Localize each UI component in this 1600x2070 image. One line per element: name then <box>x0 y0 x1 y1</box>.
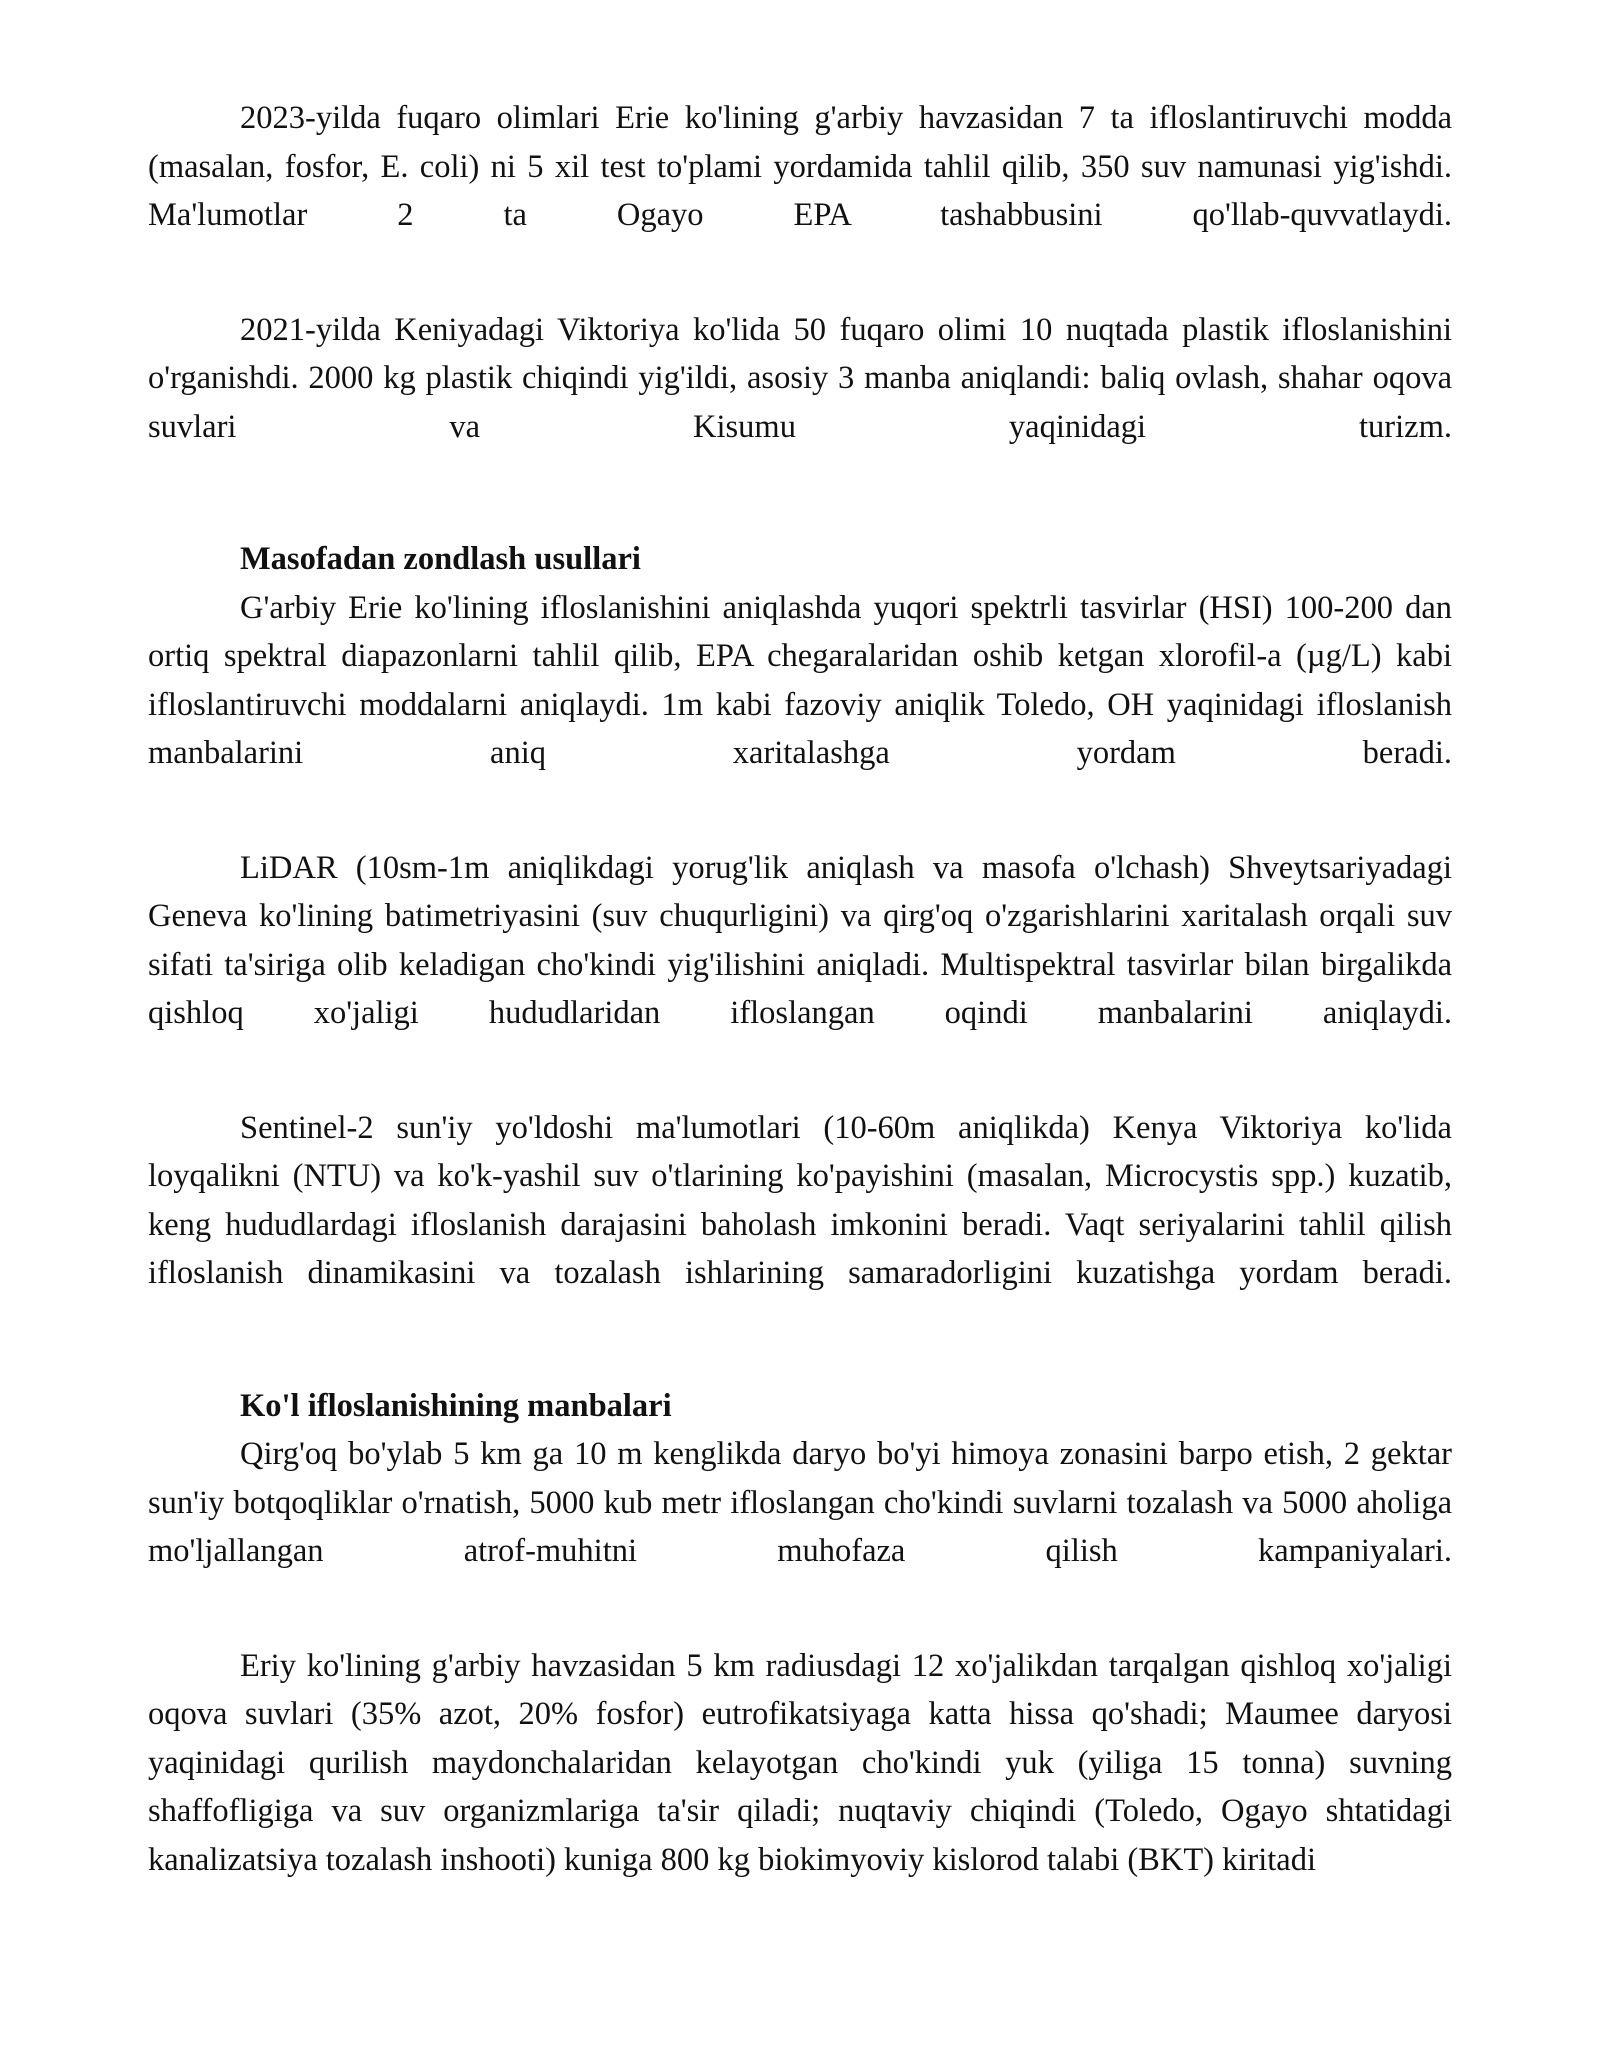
paragraph-agricultural-runoff: Eriy ko'lining g'arbiy havzasidan 5 km radiusdagi 12 xo'jalikdan tarqalgan qishloq xo'jaligi oqova suvlari (35% azot, 20% fosfor) eutrofikatsiyaga katta hissa qo'shadi; Maumee daryosi yaqinidagi qurilish maydonchalaridan kelayotgan cho'kindi yuk (yiliga 15 tonna) suvning shaffofligiga va suv organizmlariga ta'sir qiladi; nuqtaviy chiqindi (Toledo, Ogayo shtatidagi kanalizatsiya tozalash inshooti) kuniga 800 kg biokimyoviy kislorod talabi (BKT) kiritadi <box>148 1647 1452 1878</box>
paragraph-riparian-zone: Qirg'oq bo'ylab 5 km ga 10 m kenglikda daryo bo'yi himoya zonasini barpo etish, 2 gektar sun'iy botqoqliklar o'rnatish, 5000 kub metr ifloslangan cho'kindi suvlarni tozalash va 5000 aholiga mo'ljallangan atrof-muhitni muhofaza qilish kampaniyalari. <box>148 1436 1452 1569</box>
paragraph-hsi: G'arbiy Erie ko'lining ifloslanishini aniqlashda yuqori spektrli tasvirlar (HSI) 100-200 dan ortiq spektral diapazonlarni tahlil qilib, EPA chegaralaridan oshib ketgan xlorofil-a (µg/L) kabi ifloslantiruvchi moddalarni aniqlaydi. 1m kabi fazoviy aniqlik Toledo, OH yaqinidagi ifloslanish manbalarini aniq xaritalashga yordam beradi. <box>148 589 1452 771</box>
paragraph-citizen-science-victoria: 2021-yilda Keniyadagi Viktoriya ko'lida 50 fuqaro olimi 10 nuqtada plastik ifloslanishini o'rganishdi. 2000 kg plastik chiqindi yig'ildi, asosiy 3 manba aniqlandi: baliq ovlash, shahar oqova suvlari va Kisumu yaqinidagi turizm. <box>148 311 1452 445</box>
heading-remote-sensing: Masofadan zondlash usullari <box>240 541 641 577</box>
paragraph-lidar: LiDAR (10sm-1m aniqlikdagi yorug'lik aniqlash va masofa o'lchash) Shveytsariyadagi Geneva ko'lining batimetriyasini (suv chuqurligini) va qirg'oq o'zgarishlarini xaritalash orqali suv sifati ta'siriga olib keladigan cho'kindi yig'ilishini aniqladi. Multispektral tasvirlar bilan birgalikda qishloq xo'jaligi hududlaridan ifloslangan oqindi manbalarini aniqlaydi. <box>148 849 1452 1031</box>
paragraph-citizen-science-erie: 2023-yilda fuqaro olimlari Erie ko'lining g'arbiy havzasidan 7 ta ifloslantiruvchi modda (masalan, fosfor, E. coli) ni 5 xil test to'plami yordamida tahlil qilib, 350 suv namunasi yig'ishdi. Ma'lumotlar 2 ta Ogayo EPA tashabbusini qo'llab-quvvatlaydi. <box>148 100 1452 233</box>
paragraph-sentinel: Sentinel-2 sun'iy yo'ldoshi ma'lumotlari (10-60m aniqlikda) Kenya Viktoriya ko'lida loyqalikni (NTU) va ko'k-yashil suv o'tlarining ko'payishini (masalan, Microcystis spp.) kuzatib, keng hududlardagi ifloslanish darajasini baholash imkonini beradi. Vaqt seriyalarini tahlil qilish ifloslanish dinamikasini va tozalash ishlarining samaradorligini kuzatishga yordam beradi. <box>148 1109 1452 1291</box>
heading-pollution-sources: Ko'l ifloslanishining manbalari <box>240 1387 672 1424</box>
document-page <box>148 94 1452 1884</box>
